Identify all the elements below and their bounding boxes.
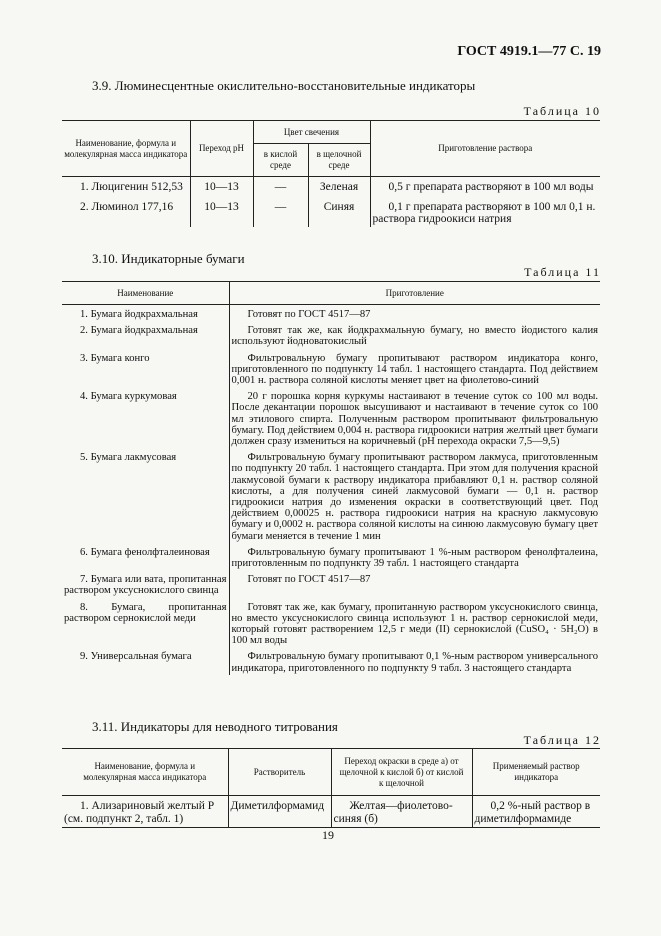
table-row xyxy=(62,570,600,597)
t12-r1-solvent: Диметилформамид xyxy=(228,796,331,828)
t10-r2-prep: 0,1 г препарата растворяют в 100 мл 0,1 н. раствора гидроокиси натрия xyxy=(370,195,600,227)
table-row xyxy=(62,448,600,543)
t11-r2-prep: Готовят так же, как йодкрахмальную бумагу, но вместо йодистого калия используют йодноватокислый xyxy=(229,321,600,348)
t12-col-solution: Применяемый раствор индикатора xyxy=(472,749,600,796)
t11-r9-name: 9. Универсальная бумага xyxy=(80,651,192,663)
t10-col-glow: Цвет свечения xyxy=(253,121,370,144)
t11-r8-name: 8. Бумага, пропитанная раствором сернокислой меди xyxy=(64,601,227,624)
t11-r6-name: 6. Бумага фенолфталеиновая xyxy=(80,546,210,558)
t11-r4-name: 4. Бумага куркумовая xyxy=(80,391,177,403)
t12-r1-transition: Желтая—фиолетово-синяя (б) xyxy=(331,796,472,828)
t11-r5-name: 5. Бумага лакмусовая xyxy=(80,452,177,464)
t10-col-ph: Переход рН xyxy=(190,121,253,177)
t10-r1-ph: 10—13 xyxy=(190,177,253,195)
table-row xyxy=(62,387,600,448)
table-row xyxy=(62,543,600,570)
t10-r1-alk: Зеленая xyxy=(308,177,370,195)
t10-r1-acid: — xyxy=(253,177,308,195)
table-row xyxy=(62,647,600,674)
table-row xyxy=(62,321,600,348)
t11-r7-name: 7. Бумага или вата, пропитанная раствором уксуснокислого свинца xyxy=(64,574,227,597)
t12-r1-name: 1. Ализариновый желтый Р (см. подпункт 2, табл. 1) xyxy=(64,800,215,825)
t11-col-name: Наименование xyxy=(62,282,229,305)
table-row xyxy=(62,195,600,227)
table-row xyxy=(62,796,600,828)
table-10 xyxy=(62,120,600,227)
section-3-9-title: 3.9. Люминесцентные окислительно-восстановительные индикаторы xyxy=(92,78,476,93)
section-3-11-title: 3.11. Индикаторы для неводного титрования xyxy=(92,719,338,734)
t11-r7-prep: Готовят по ГОСТ 4517—87 xyxy=(229,570,600,597)
t11-r2-name: 2. Бумага йодкрахмальная xyxy=(80,325,198,337)
t12-col-solvent: Растворитель xyxy=(228,749,331,796)
t10-col-name: Наименование, формула и молекулярная масса индикатора xyxy=(62,121,190,177)
t10-col-prep: Приготовление раствора xyxy=(370,121,600,177)
t11-r4-prep: 20 г порошка корня куркумы настаивают в течение суток со 100 мл воды. После декантации порошок высушивают и настаивают в течение суток со 100 мл этилового спирта. Полученным раствором пропитывают фильтровальную бумагу. Под действием 0,004 н. раствора гидроокиси натрия желтый цвет бумаги должен сразу измениться на коричневый (рН перехода окраски 7,5—9,5) xyxy=(229,387,600,448)
table-11-label: Таблица 11 xyxy=(524,265,601,279)
t11-r3-prep: Фильтровальную бумагу пропитывают раствором индикатора конго, приготовленного по подпункту 14 табл. 1 настоящего стандарта. Под действием 0,001 н. раствора соляной кислоты меняет цвет на фиолетово-синий xyxy=(229,349,600,388)
t11-r1-name: 1. Бумага йодкрахмальная xyxy=(80,309,198,320)
t10-col-alk: в щелочной среде xyxy=(308,144,370,177)
section-3-10-title: 3.10. Индикаторные бумаги xyxy=(92,251,245,266)
t11-r5-prep: Фильтровальную бумагу пропитывают раствором лакмуса, приготовленным по подпункту 20 табл. 1 настоящего стандарта. При этом для получения красной лакмусовой бумаги к раствору индикатора прибавляют 0,1 н. раствор соляной кислоты, а для получения синей лакмусовой бумаги — 0,1 н. раствор гидроокиси натрия до изменения окраски в соответствующий цвет. Под действием 0,00025 н. раствора гидроокиси натрия на красную лакмусовую бумагу и 0,0002 н. раствора соляной кислоты на синюю лакмусовую бумагу цвет бумаги меняется в течение 1 мин xyxy=(229,448,600,543)
t10-col-acid: в кислой среде xyxy=(253,144,308,177)
t11-r9-prep: Фильтровальную бумагу пропитывают 0,1 %-ным раствором универсального индикатора, приготовленного по подпункту 9 табл. 3 настоящего стандарта xyxy=(229,647,600,674)
table-row xyxy=(62,349,600,388)
table-row xyxy=(62,305,600,322)
page-header: ГОСТ 4919.1—77 С. 19 xyxy=(457,44,601,59)
table-row xyxy=(62,177,600,195)
t12-col-transition: Переход окраски в среде а) от щелочной к кислой б) от кислой к щелочной xyxy=(331,749,472,796)
t10-r1-prep: 0,5 г препарата растворяют в 100 мл воды xyxy=(370,177,600,195)
t10-r2-acid: — xyxy=(253,195,308,227)
t10-r2-ph: 10—13 xyxy=(190,195,253,227)
table-10-label: Таблица 10 xyxy=(523,104,601,118)
t11-r3-name: 3. Бумага конго xyxy=(80,352,150,364)
table-11 xyxy=(62,281,600,675)
t12-col-name: Наименование, формула и молекулярная масса индикатора xyxy=(62,749,228,796)
t10-r2-alk: Синяя xyxy=(308,195,370,227)
t12-r1-solution: 0,2 %-ный раствор в диметилформамиде xyxy=(472,796,600,828)
page-number: 19 xyxy=(322,828,334,842)
t11-r1-prep: Готовят по ГОСТ 4517—87 xyxy=(229,305,600,322)
t10-r2-name: 2. Люминол 177,16 xyxy=(80,200,174,213)
t11-r6-prep: Фильтровальную бумагу пропитывают 1 %-ным раствором фенолфталеина, приготовленным по подпункту 39 табл. 1 настоящего стандарта xyxy=(229,543,600,570)
t11-r8-prep: Готовят так же, как бумагу, пропитанную раствором уксуснокислого свинца, но вместо уксуснокислого свинца используют 1 н. раствор сернокислой меди, который готовят растворением 12,5 г меди (II) сернокислой (CuSO₄ · 5H₂O) в 100 мл воды xyxy=(229,598,600,648)
table-12 xyxy=(62,748,600,828)
t10-r1-name: 1. Люцигенин 512,53 xyxy=(80,181,183,193)
table-12-label: Таблица 12 xyxy=(523,733,601,747)
t11-col-prep: Приготовление xyxy=(229,282,600,305)
table-row xyxy=(62,598,600,648)
